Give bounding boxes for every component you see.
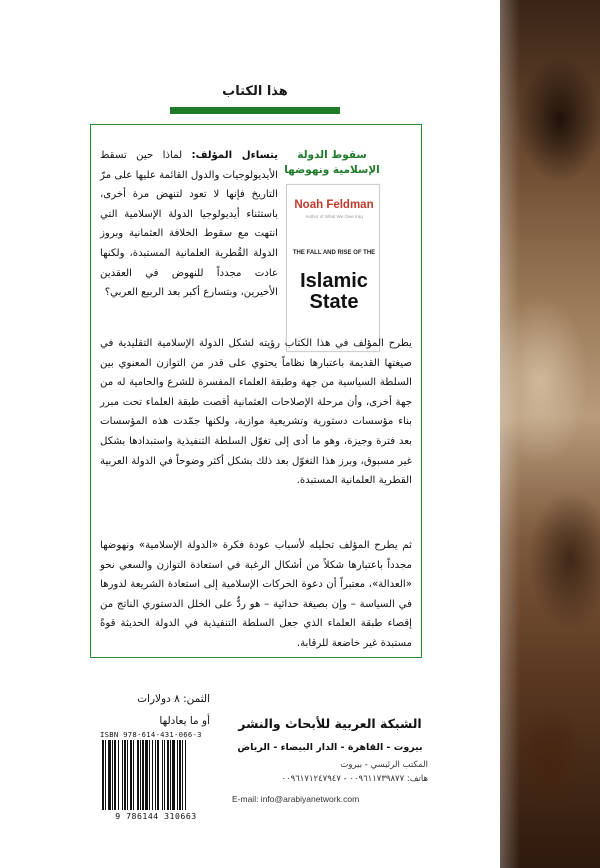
barcode-bar <box>172 740 175 810</box>
barcode-number: 9 786144 310663 <box>115 811 197 821</box>
barcode-bar <box>185 740 186 810</box>
blurb-text-3: ثم يطرح المؤلف تحليله لأسباب عودة فكرة «الدولة الإسلامية» ونهوضها مجدداً باعتبارها شكلاً من أشكال الرغبة في استعادة التوازن والسعي نحو «العدالة»، معتبراً أن دعوة الحركات الإسلامية إلى استعادة الشريعة لدورها في السياسة – وإن بصيغة حداثية – هو ردٌّ على الخلل الدستوري الناتج من إقصاء طبقة العلماء الذي جعل السلطة التنفيذية في الدولة الحديثة قوةً مستبدة غير خاضعة للرقابة. <box>100 540 412 649</box>
publisher-office: المكتب الرئيسي - بيروت <box>340 760 428 770</box>
barcode-bar <box>105 740 106 810</box>
cover-arabic-title: سقوط الدولة الإسلامية ونهوضها <box>284 149 380 176</box>
price-line: الثمن: ٨ دولارات <box>137 693 210 705</box>
publisher-phone: هاتف: ٠٠٩٦١١٧٣٩٨٧٧ - ٠٠٩٦١٧١٢٤٧٩٤٧ <box>281 774 428 784</box>
barcode-bar <box>179 740 181 810</box>
cover-title-top: THE FALL AND RISE OF THE <box>292 250 376 256</box>
isbn-label: ISBN 978-614-431-066-3 <box>100 730 202 739</box>
barcode-bar <box>164 740 165 810</box>
blurb-text-2: يطرح المؤلف في هذا الكتاب رؤيته لشكل الدولة الإسلامية التقليدية في صيغتها القديمة باعتبارها نظاماً يحتوي على قدر من التوازن المعنوي بين السلطة السياسية من جهة وطبقة العلماء المفسرة للشرع والحامية له من جهة أخرى، وأن مرحلة الإصلاحات العثمانية أقصت طبقة العلماء تحت مبرر بناء مؤسسات دستورية وتشريعية موازية، ولكنها جمّدت هذه المؤسسات بعد فترة وجيزة، وهو ما أدى إلى تغوّل السلطة التنفيذية واستبدادها بشكل غير مسبوق، وبرز هذا التغوّل بعد ذلك بشكل أكثر وضوحاً في الدولة العربية القطرية العلمانية المستبدة. <box>100 338 412 487</box>
cover-author: Noah Feldman <box>294 199 374 211</box>
publisher-cities: بيروت - القاهرة - الدار البيضاء - الرياض <box>237 742 423 753</box>
barcode-bar <box>145 740 148 810</box>
blurb-paragraph-2 <box>100 334 412 491</box>
barcode-bar <box>124 740 126 810</box>
barcode <box>100 740 212 810</box>
barcode-bar <box>133 740 134 810</box>
barcode-bar <box>142 740 144 810</box>
barcode-bar <box>140 740 141 810</box>
barcode-bar <box>177 740 178 810</box>
cover-title-main: Islamic State <box>300 270 368 313</box>
barcode-bar <box>149 740 150 810</box>
barcode-bar <box>162 740 163 810</box>
cover-author-note: Author of What We Owe Iraq <box>305 214 363 219</box>
barcode-bar <box>102 740 104 810</box>
barcode-bar <box>127 740 128 810</box>
price-block <box>100 688 210 732</box>
blurb-lead: يتساءل المؤلف: <box>191 150 278 161</box>
barcode-bar <box>152 740 153 810</box>
barcode-bar <box>157 740 159 810</box>
barcode-bar <box>170 740 171 810</box>
barcode-bar <box>130 740 132 810</box>
barcode-bar <box>155 740 156 810</box>
cover-thumbnail <box>286 184 380 352</box>
barcode-bar <box>108 740 111 810</box>
heading-underline <box>170 107 340 114</box>
blurb-paragraph-3 <box>100 536 412 654</box>
blurb-paragraph-1 <box>100 146 278 303</box>
publisher-email: E-mail: info@arabiyanetwork.com <box>232 794 360 804</box>
blurb-text-1: لماذا حين تسقط الأيديولوجيات والدول القائمة عليها على مرّ التاريخ فإنها لا تعود لتنهض مرة أخرى، باستثناء أيديولوجيا الدولة الإسلامية التي انتهت مع سقوط الخلافة العثمانية وبروز الدولة القُطرية العلمانية المستبدة، ولكنها عادت مجدداً للنهوض في العقدين الأخيرين، وبتسارع أكبر بعد الربيع العربي؟ <box>100 150 278 299</box>
artwork-fade <box>440 0 520 868</box>
barcode-bar <box>167 740 169 810</box>
price-equivalent: أو ما يعادلها <box>159 715 210 727</box>
barcode-bar <box>122 740 123 810</box>
barcode-bar <box>118 740 119 810</box>
publisher-name: الشبكة العربية للأبحاث والنشر <box>238 716 422 731</box>
barcode-bar <box>112 740 113 810</box>
barcode-bar <box>137 740 139 810</box>
barcode-bar <box>182 740 183 810</box>
barcode-bar <box>114 740 116 810</box>
section-heading: هذا الكتاب <box>222 84 288 99</box>
